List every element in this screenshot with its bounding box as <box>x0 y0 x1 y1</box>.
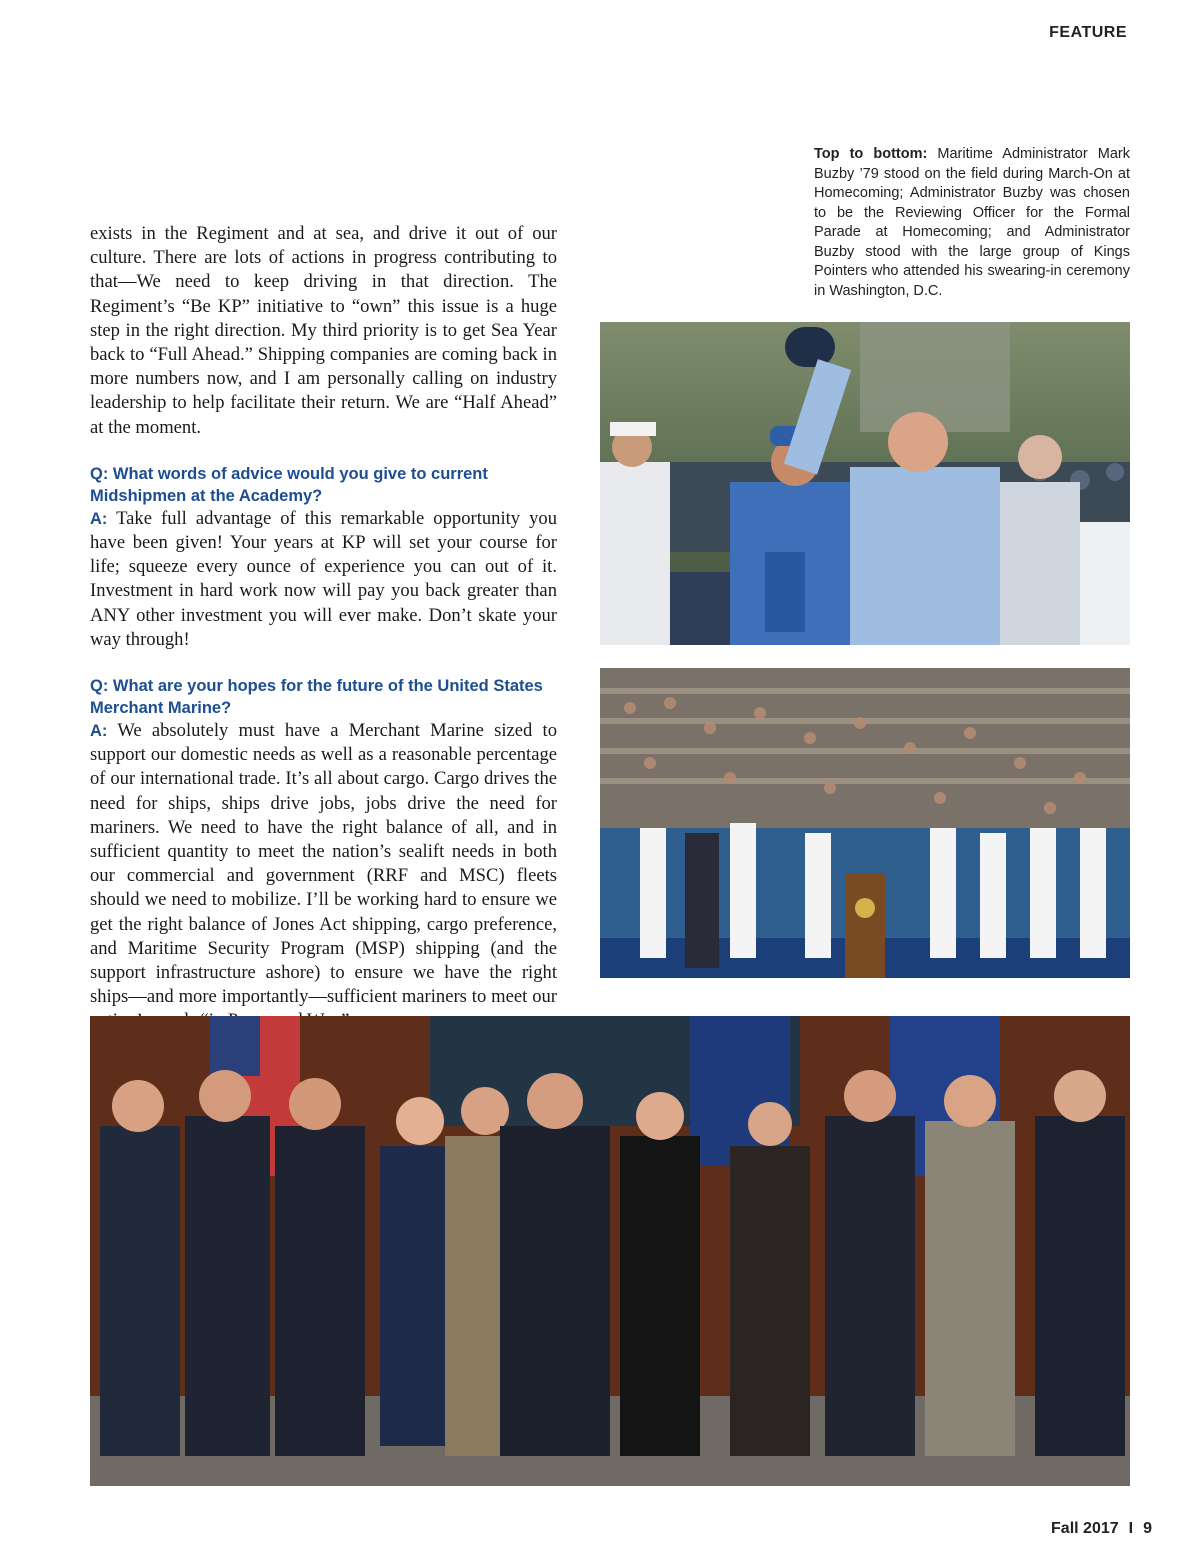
footer-separator: I <box>1128 1520 1134 1537</box>
intro-paragraph: exists in the Regiment and at sea, and drive it out of our culture. There are lots of actions in progress contributing to that—We need to keep driving in that direction. The Regiment’s “Be KP” initiative to “own” this issue is a huge step in the right direction. My third priority is to get Sea Year back to “Full Ahead.” Shipping companies are coming back in more numbers now, and I am personally calling on industry leadership to help facilitate their return. We are “Half Ahead” at the moment. <box>90 223 557 438</box>
answer-label: A: <box>90 722 108 741</box>
answer-text: Take full advantage of this remarkable opportunity you have been given! Your years at KP will set your course for life; squeeze every ounce of experience you can out of it. Investment in hard work now will pay you back greater than ANY other investment you will ever make. Don’t skate your way through! <box>90 507 557 650</box>
photo-formal-parade <box>600 668 1130 978</box>
section-label: FEATURE <box>1049 24 1127 41</box>
answer-label: A: <box>90 509 108 528</box>
photo-march-on <box>600 322 1130 645</box>
photo-caption <box>814 145 1130 301</box>
caption-text: Maritime Administrator Mark Buzby ’79 stood on the field during March-On at Homecoming; Administrator Buzby was chosen to be the Reviewing Officer for the Formal Parade at Homecoming; and Administrator Buzby stood with the large group of Kings Pointers who attended his swearing-in ceremony in Washington, D.C. <box>814 146 1130 299</box>
answer-text: We absolutely must have a Merchant Marine sized to support our domestic needs as well as a reasonable percentage of our international trade. It’s all about cargo. Cargo drives the need for ships, ships drive jobs, jobs drive the need for mariners. We need to have the right balance of all, and in sufficient quantity to meet the nation’s sealift needs in both our commercial and government (RRF and MSC) fleets should we need to mobilize. I’ll be working hard to ensure we get the right balance of Jones Act shipping, cargo preference, and Maritime Security Program (MSP) shipping (and the support infrastructure ashore) to ensure we have the right ships—and more importantly—sufficient mariners to meet our <box>90 720 557 1008</box>
page-footer <box>1051 1520 1152 1538</box>
article-body <box>90 222 557 1034</box>
answer-1 <box>90 507 557 652</box>
issue-label: Fall 2017 <box>1051 1520 1119 1537</box>
page-number: 9 <box>1143 1520 1152 1537</box>
photo-swearing-in-group <box>90 1016 1130 1486</box>
caption-lead: Top to bottom: <box>814 146 928 162</box>
question-1: Q: What words of advice would you give to current Midshipmen at the Academy? <box>90 464 488 505</box>
question-2: Q: What are your hopes for the future of the United States Merchant Marine? <box>90 677 543 718</box>
answer-2 <box>90 719 557 1034</box>
